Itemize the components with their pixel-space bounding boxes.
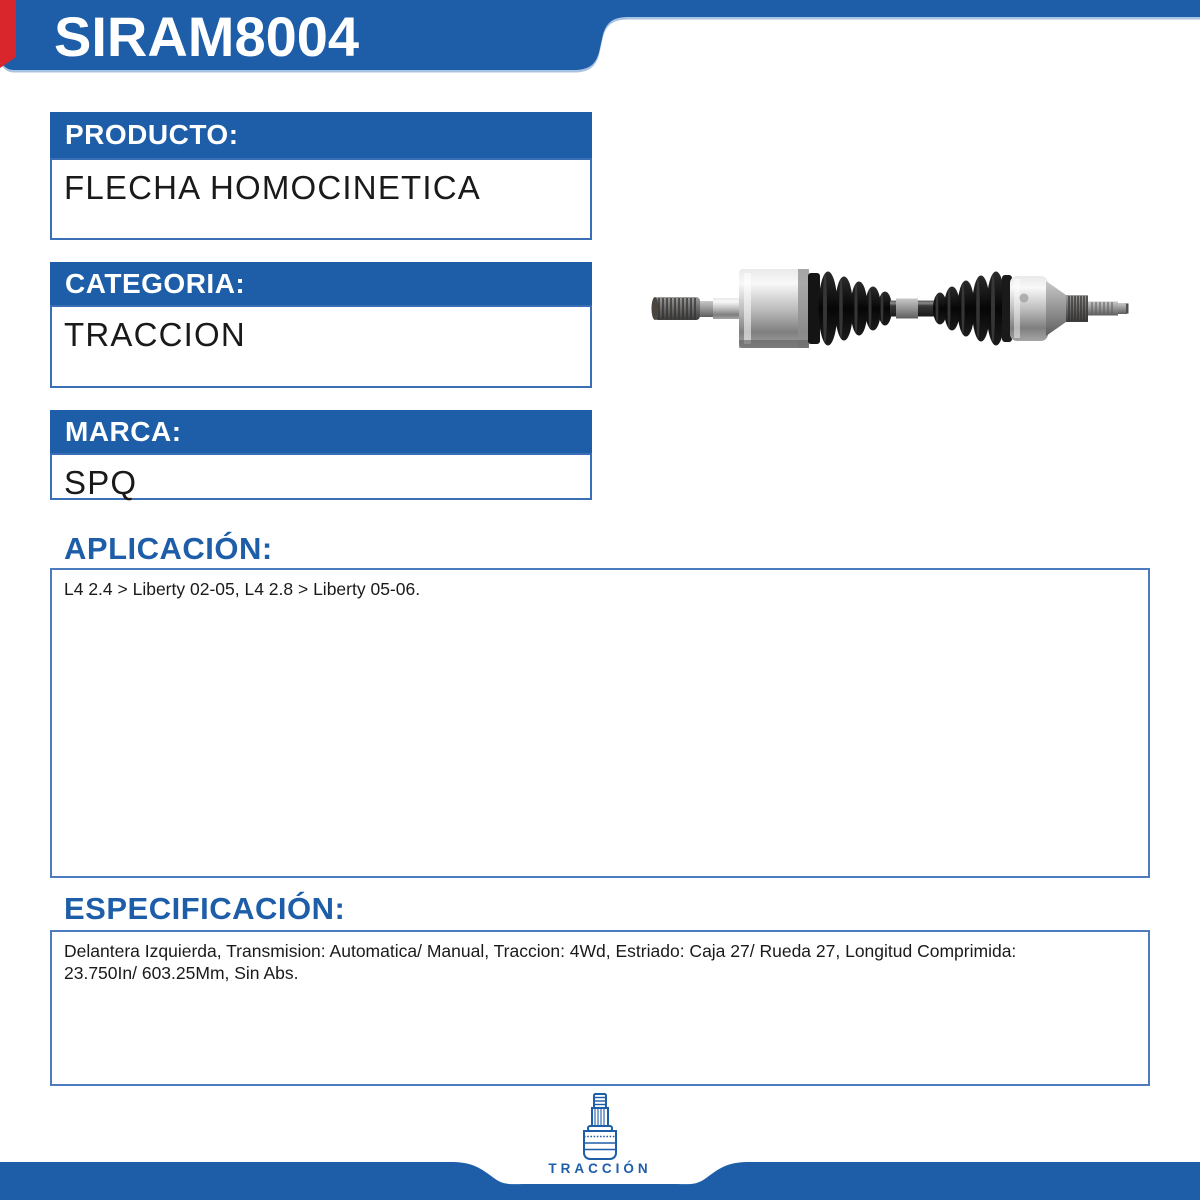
especificacion-text: Delantera Izquierda, Transmision: Automatica/ Manual, Traccion: 4Wd, Estriado: Caja 27/ Rueda 27, Longitud Comprimida: 23.750In/ 603.25Mm, Sin Abs.	[64, 941, 1017, 983]
producto-label-bar	[50, 112, 592, 158]
aplicacion-text: L4 2.4 > Liberty 02-05, L4 2.8 > Liberty 05-06.	[64, 579, 421, 599]
part-number-title: SIRAM8004	[54, 5, 360, 68]
especificacion-heading: ESPECIFICACIÓN:	[64, 891, 346, 926]
especificacion-box	[50, 930, 1150, 1086]
cv-joint-icon	[573, 1092, 627, 1162]
categoria-label-bar	[50, 262, 592, 305]
aplicacion-heading: APLICACIÓN:	[64, 531, 273, 566]
producto-value-box	[50, 158, 592, 240]
left-spline-stub	[652, 297, 701, 320]
footer-category-label: TRACCIÓN	[548, 1161, 652, 1176]
categoria-value: TRACCION	[64, 316, 246, 353]
left-step	[700, 301, 713, 317]
aplicacion-box	[50, 568, 1150, 878]
marca-value-box	[50, 453, 592, 500]
cv-housing	[1010, 276, 1066, 341]
threaded-shaft-tip	[1088, 302, 1129, 316]
left-collar	[713, 298, 739, 319]
marca-value: SPQ	[64, 464, 138, 501]
boot1-clamp	[808, 273, 820, 344]
rubber-boot-left	[819, 272, 893, 346]
red-ribbon-icon	[0, 0, 16, 68]
marca-label-bar	[50, 410, 592, 453]
categoria-value-box	[50, 305, 592, 388]
marca-label: MARCA:	[65, 415, 182, 447]
inner-joint-cylinder	[739, 269, 809, 348]
producto-label: PRODUCTO:	[65, 119, 239, 150]
producto-value: FLECHA HOMOCINETICA	[64, 169, 482, 206]
categoria-label: CATEGORIA:	[65, 267, 246, 299]
right-spline-stub	[1066, 295, 1088, 322]
product-photo	[640, 248, 1140, 372]
rubber-boot-right	[933, 272, 1006, 346]
